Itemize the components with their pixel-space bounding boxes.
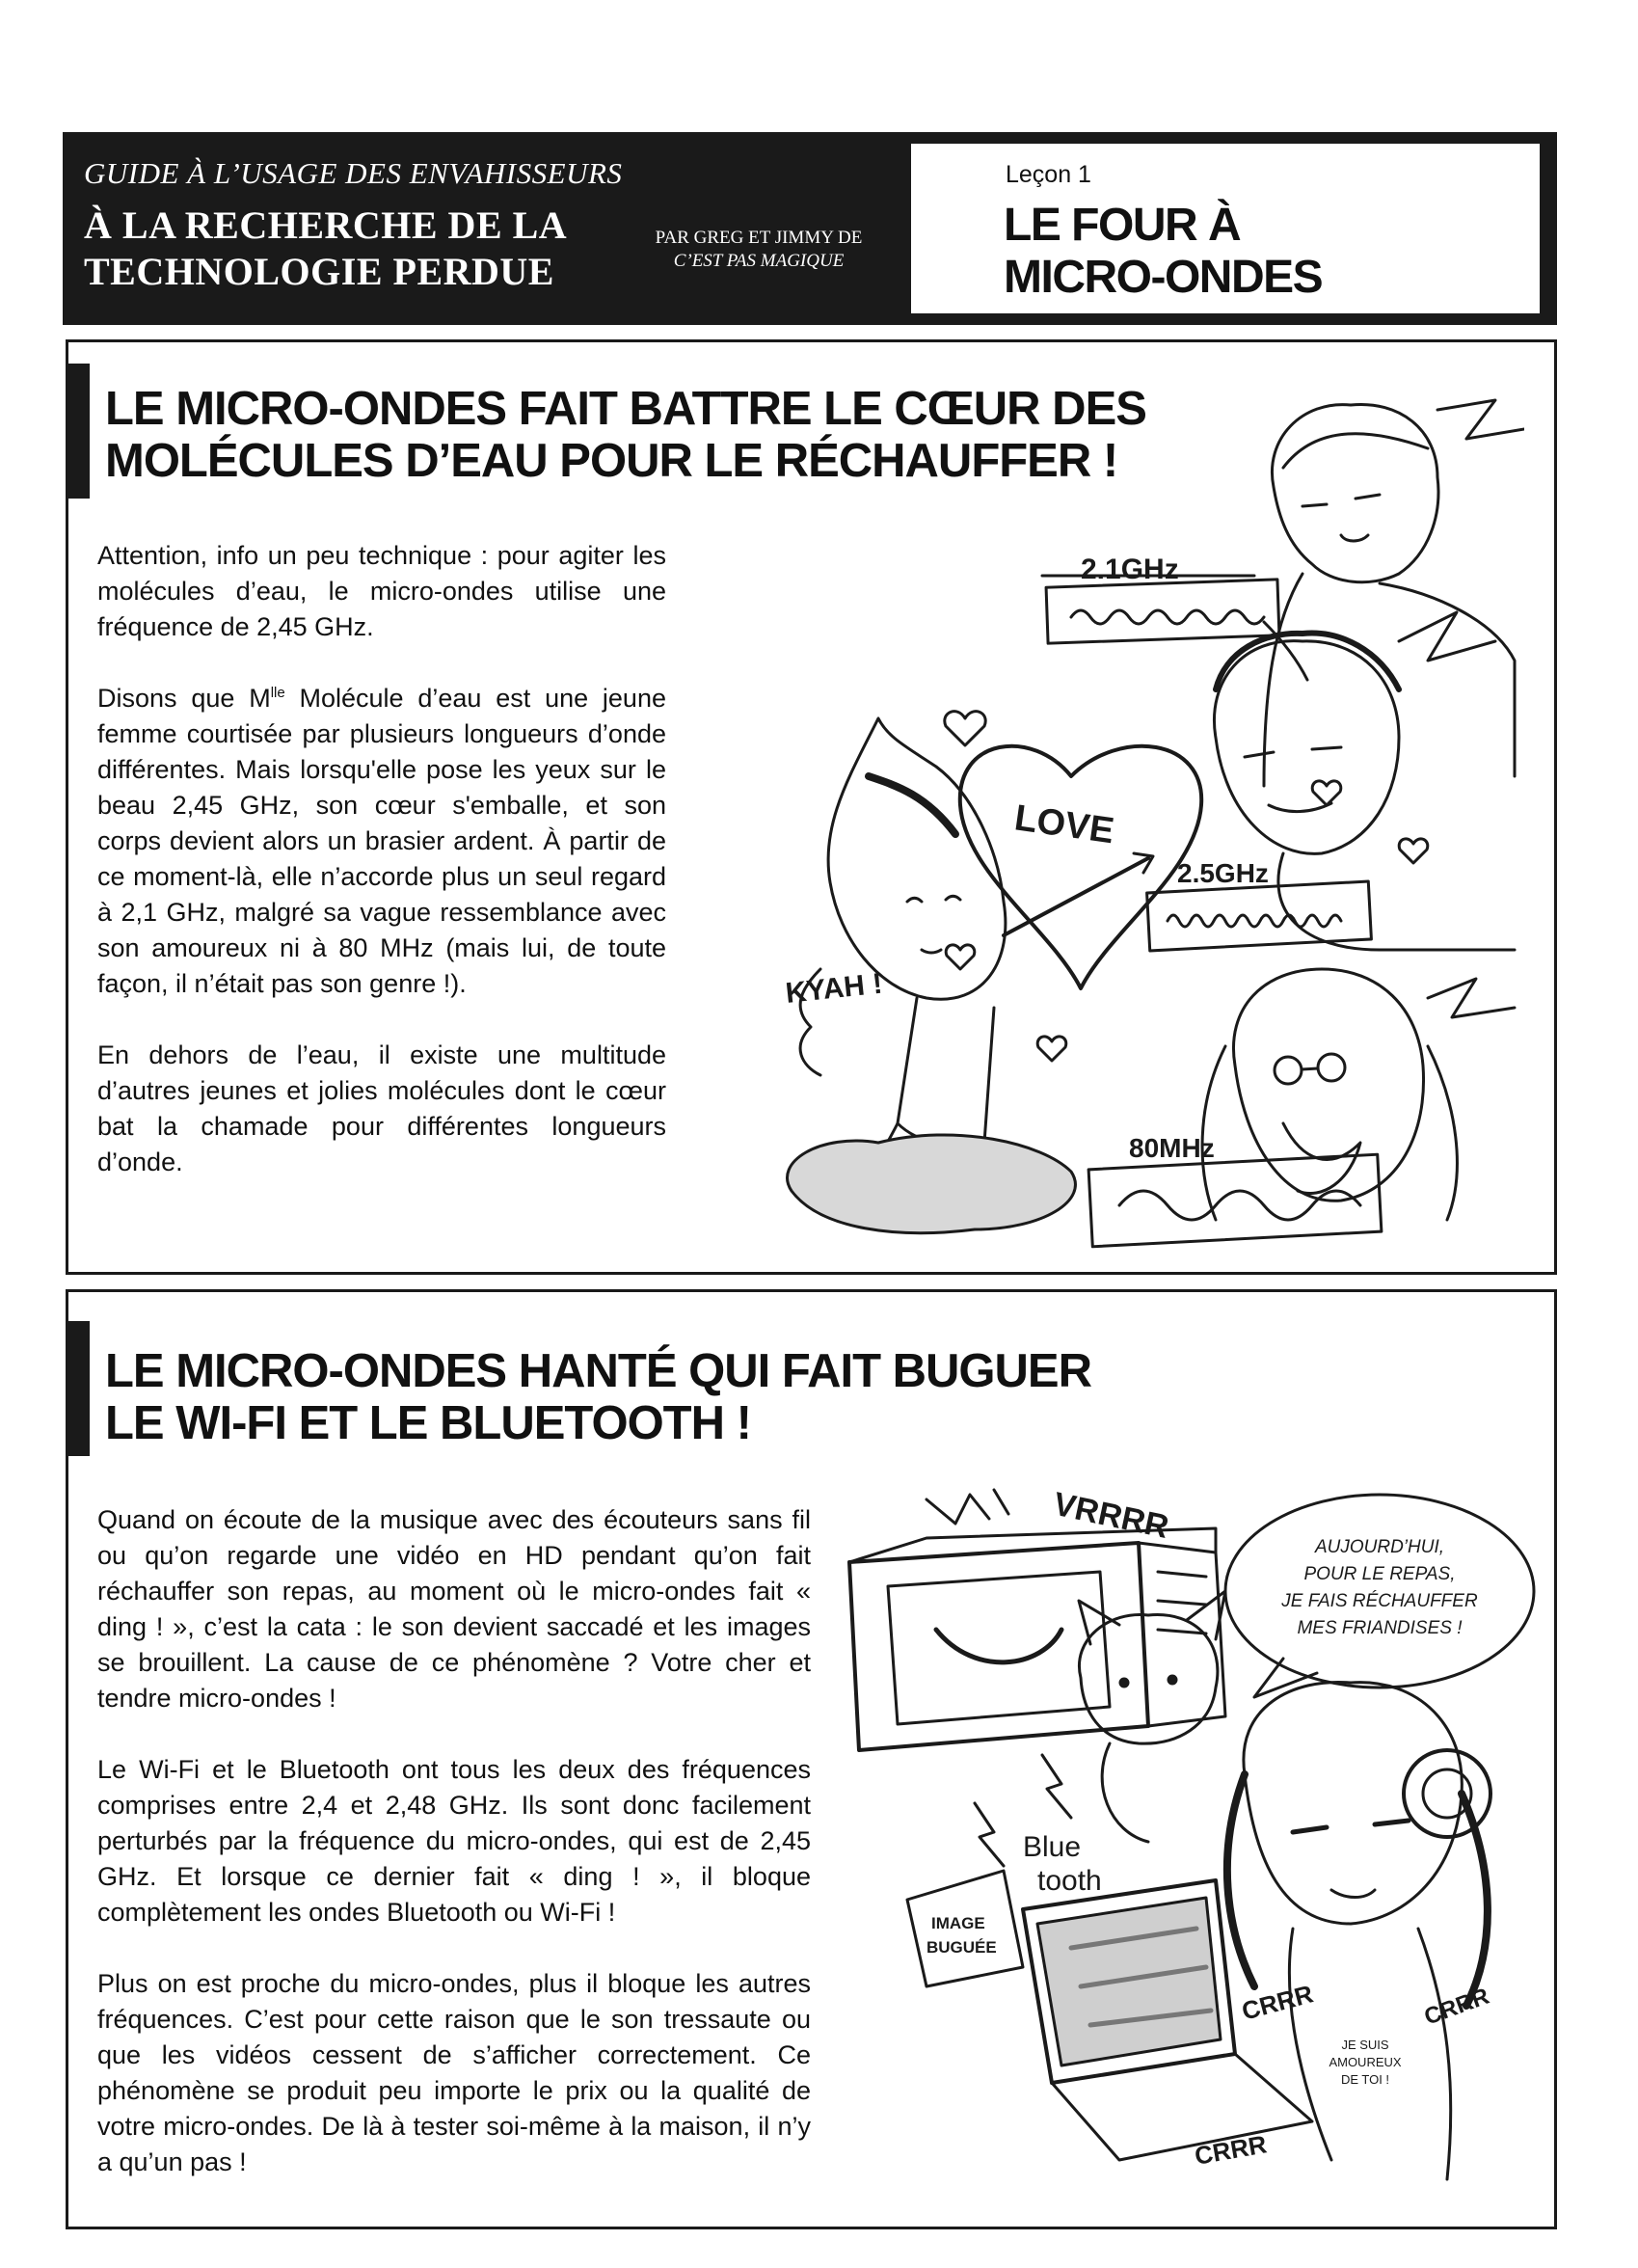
para-2-start: Disons que M — [97, 684, 271, 713]
section-2-para-3: Plus on est proche du micro-ondes, plus il bloque les autres fréquences. C’est pour cette raison que le son tressaute ou que les vidéos cessent de s’afficher correctement. Ce phénomène se produit peu importe le prix ou la qualité de votre micro-ondes. De là à tester soi-même à la maison, il n’y a qu’un pas ! — [97, 1969, 811, 2176]
section-1-para-1: Attention, info un peu technique : pour agiter les molécules d’eau, le micro-ondes utilise une fréquence de 2,45 GHz. — [97, 541, 666, 641]
small-heart-icon — [1312, 781, 1341, 805]
lesson-title-line2: MICRO-ONDES — [1004, 252, 1323, 303]
series-title-line1: À LA RECHERCHE DE LA — [84, 203, 568, 247]
section-2-body — [97, 1502, 811, 2216]
laptop — [1023, 1880, 1312, 2160]
section-1-title-bar — [68, 364, 90, 499]
byline-line2: C’EST PAS MAGIQUE — [673, 251, 845, 271]
lesson-box — [911, 144, 1540, 313]
section-1-title-line2: MOLÉCULES D’EAU POUR LE RÉCHAUFFER ! — [105, 435, 1118, 487]
small-text-line2: AMOUREUX — [1329, 2055, 1402, 2069]
lightning-icon — [1042, 1755, 1071, 1818]
section-1-body — [97, 538, 666, 1216]
sign-2-5ghz — [1147, 881, 1372, 951]
section-2-title-line1: LE MICRO-ONDES HANTÉ QUI FAIT BUGUER — [105, 1345, 1091, 1397]
bubble-line-4: MES FRIANDISES ! — [1297, 1618, 1463, 1638]
section-2-title-line2: LE WI-FI ET LE BLUETOOTH ! — [105, 1397, 751, 1449]
guide-label: GUIDE À L’USAGE DES ENVAHISSEURS — [84, 156, 623, 190]
byline-line1: PAR GREG ET JIMMY DE — [655, 228, 863, 248]
section-1-illustration — [763, 371, 1524, 1268]
section-2-para-1: Quand on écoute de la musique avec des écouteurs sans fil ou qu’on regarde une vidéo en HD pendant qu’on fait réchauffer son repas, au moment où le micro-ondes fait « ding ! », c’est la cata : le son devient saccadé et les images se brouillent. La cause de ce phénomène ? Votre cher et tendre micro-ondes ! — [97, 1505, 811, 1713]
image-label-line1: IMAGE — [931, 1914, 985, 1932]
sfx-vrrr: VRRRR — [1050, 1485, 1172, 1546]
series-title-line2: TECHNOLOGIE PERDUE — [84, 250, 554, 293]
sign-1-label: 2.1GHz — [1081, 554, 1179, 585]
image-label-line2: BUGUÉE — [926, 1938, 997, 1957]
sign-3-label: 80MHz — [1129, 1133, 1215, 1163]
character-girl-headphones — [1227, 1682, 1493, 2179]
series-block — [84, 156, 622, 295]
character-cat — [1079, 1591, 1225, 1842]
bubble-line-3: JE FAIS RÉCHAUFFER — [1281, 1591, 1478, 1611]
section-1-para-3: En dehors de l’eau, il existe une multitude d’autres jeunes et jolies molécules dont le cœur bat la chamade pour différentes longueurs d’onde. — [97, 1040, 666, 1176]
wave-lines — [926, 1490, 1008, 1524]
para-2-rest: Molécule d’eau est une jeune femme courtisée par plusieurs longueurs d’onde différentes. Mais lorsqu'elle pose les yeux sur le beau 2,45 GHz, son cœur s'emballe, et son corps devient alors un brasier ardent. À partir de ce moment-là, elle n’accorde plus un seul regard à 2,1 GHz, malgré sa vague ressemblance avec son amoureux ni à 80 MHz (mais lui, de toute façon, il n’était pas son genre !). — [97, 684, 666, 998]
section-1-title-line1: LE MICRO-ONDES FAIT BATTRE LE CŒUR DES — [105, 383, 1146, 435]
bluetooth-label-line1: Blue — [1023, 1831, 1082, 1863]
page-header — [63, 132, 1557, 325]
section-2-title-bar — [68, 1321, 90, 1456]
sign-2-1ghz — [1042, 576, 1307, 680]
section-2-para-2: Le Wi-Fi et le Bluetooth ont tous les deux des fréquences comprises entre 2,4 et 2,48 GHz. Ils sont donc facilement perturbés par la fréquence du micro-ondes, qui est de 2,45 GHz. Et lorsque ce dernier fait « ding ! », il bloque complètement les ondes Bluetooth ou Wi-Fi ! — [97, 1755, 811, 1927]
sign-2-label: 2.5GHz — [1177, 858, 1269, 888]
small-text-line3: DE TOI ! — [1340, 2072, 1390, 2087]
lesson-number: Leçon 1 — [1006, 161, 1091, 188]
small-heart-icon — [1399, 839, 1428, 863]
para-2-superscript: lle — [270, 685, 285, 701]
section-2-title — [105, 1345, 1214, 1449]
series-title — [84, 202, 622, 295]
section-2-illustration — [830, 1485, 1544, 2218]
small-heart-icon — [1037, 1037, 1066, 1061]
small-heart-icon — [946, 945, 975, 969]
small-heart-icon — [945, 712, 985, 745]
lesson-title — [1004, 200, 1322, 304]
sfx-crrr-2: CRRR — [1192, 2129, 1270, 2171]
bluetooth-label-line2: tooth — [1037, 1865, 1102, 1897]
character-blond-man — [1264, 400, 1524, 786]
lesson-title-line1: LE FOUR À — [1004, 200, 1241, 251]
bubble-line-2: POUR LE REPAS, — [1303, 1564, 1456, 1584]
small-text-line1: JE SUIS — [1341, 2038, 1389, 2052]
section-2-panel — [66, 1289, 1557, 2229]
section-1-para-2 — [97, 681, 666, 1002]
exclaim-label: KYAH ! — [784, 967, 884, 1010]
sfx-crrr-1: CRRR — [1238, 1979, 1317, 2026]
character-curly-man — [1214, 612, 1515, 950]
section-1-panel — [66, 339, 1557, 1275]
microwave-oven — [849, 1528, 1225, 1750]
lightning-icon — [975, 1803, 1004, 1866]
character-long-haired-man — [1202, 969, 1515, 1220]
sfx-crrr-3: CRRR — [1420, 1983, 1493, 2031]
heart-label: LOVE — [1011, 797, 1117, 852]
byline — [633, 227, 884, 273]
bubble-line-1: AUJOURD’HUI, — [1314, 1537, 1445, 1557]
